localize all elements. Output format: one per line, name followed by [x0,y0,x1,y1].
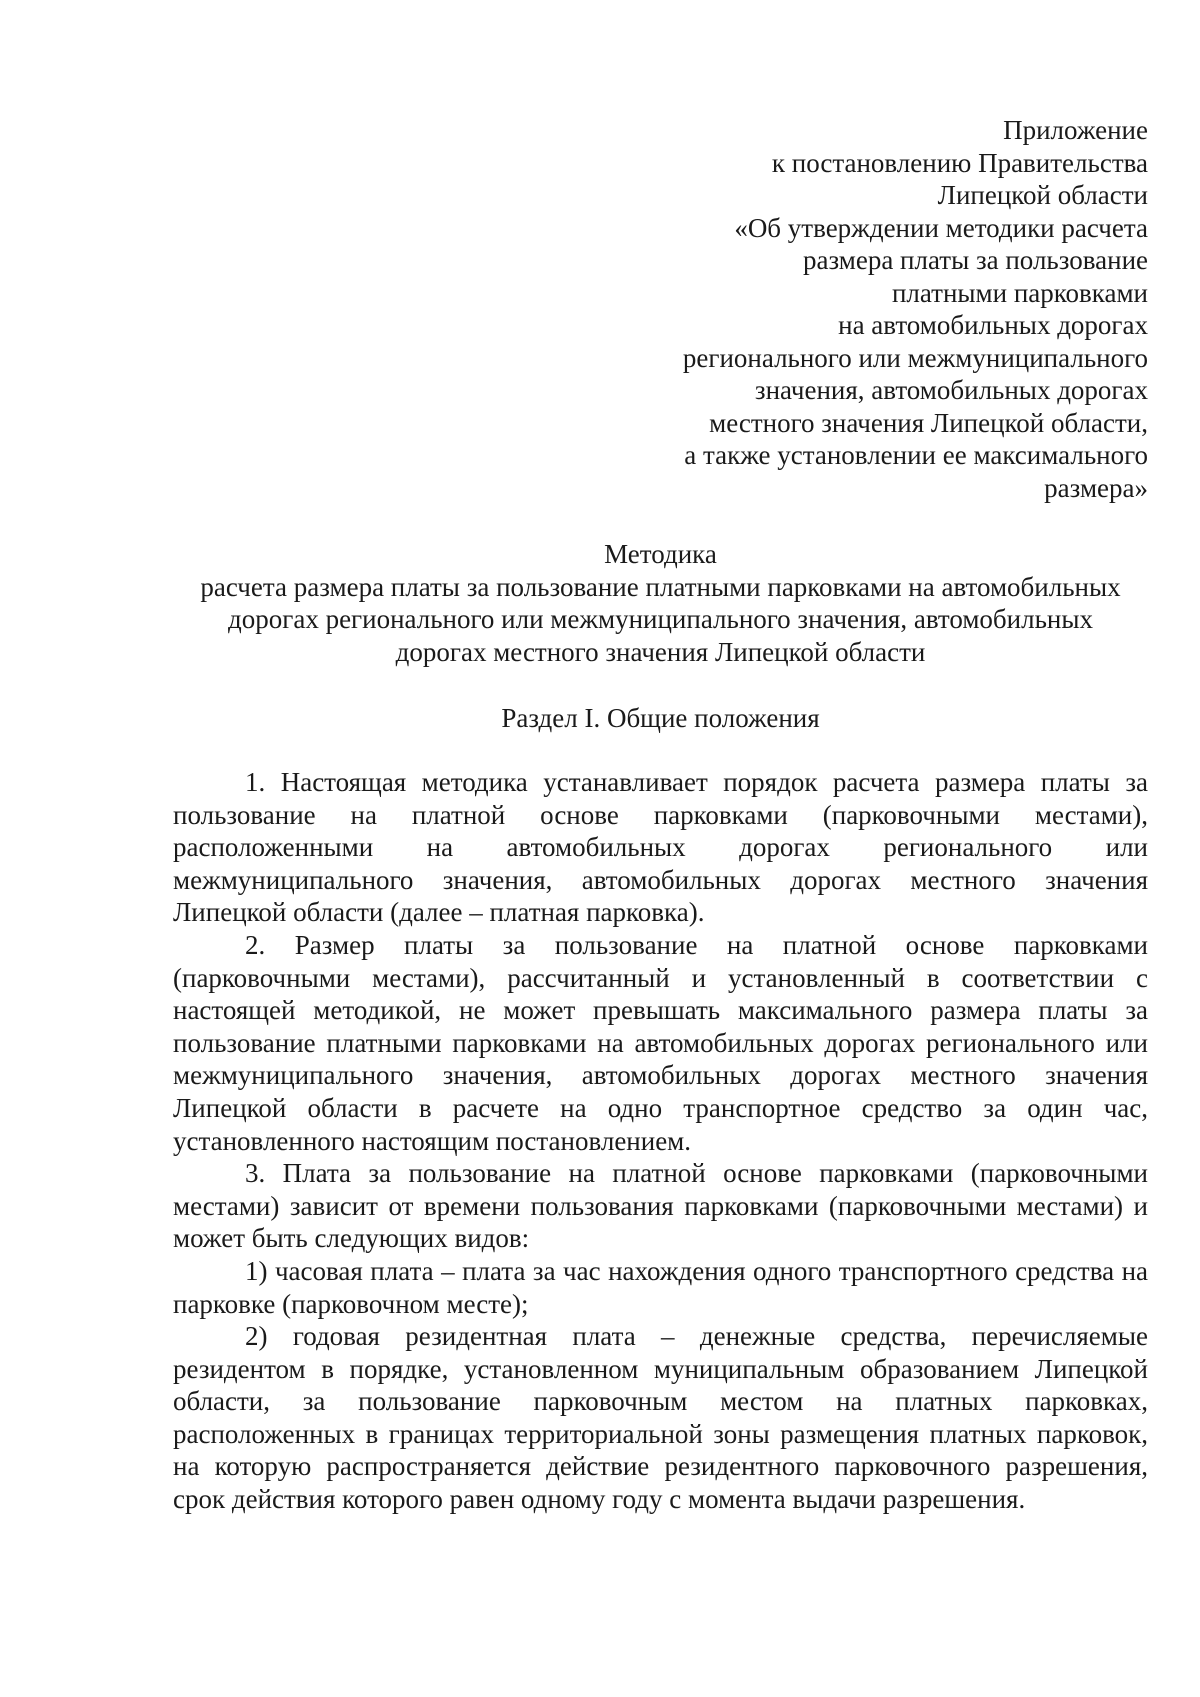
appendix-line: Липецкой области [937,180,1148,210]
appendix-line: «Об утверждении методики расчета [734,212,1148,243]
paragraph: 2. Размер платы за пользование на платной основе парковками (парковочными местами), рассчитанный и установленный в соответствии с настоящей методикой, не может превышать максимального размера платы за пользование платными парковками на автомобильных дорогах регионального или межмуниципального значения, автомобильных дорогах местного значения Липецкой области в расчете на одно транспортное средство за один час, установленного настоящим постановлением. [173,929,1148,1156]
paragraph: 2) годовая резидентная плата – денежные средства, перечисляемые резидентом в порядке, установленном муниципальным образованием Липецкой области, за пользование парковочным местом на платных парковках, расположенных в границах территориальной зоны размещения платных парковок, на которую распространяется действие резидентного парковочного разрешения, срок действия которого равен одному году с момента выдачи разрешения. [173,1321,1148,1515]
paragraph: 1) часовая плата – плата за час нахождения одного транспортного средства на парковке (парковочном месте); [173,1255,1148,1319]
appendix-line: значения, автомобильных дорогах [754,375,1148,405]
appendix-header [588,114,1148,504]
appendix-line: Приложение [1003,115,1148,145]
section-body [173,766,1148,1516]
title-subtitle-line: расчета размера платы за пользование платными парковками на автомобильных [200,571,1121,602]
title-subtitle-line: дорогах местного значения Липецкой области [395,636,926,667]
appendix-line: а также установлении ее максимального [684,440,1148,470]
appendix-line: на автомобильных дорогах [838,310,1148,340]
section-heading: Раздел I. Общие положения [501,703,820,733]
paragraph: 3. Плата за пользование на платной основе парковками (парковочными местами) зависит от времени пользования парковками (парковочными местами) и может быть следующих видов: [173,1158,1148,1254]
title-subtitle-line: дорогах регионального или межмуниципального значения, автомобильных [228,604,1093,634]
appendix-line: платными парковками [891,277,1148,308]
appendix-line: размера платы за пользование [802,245,1148,275]
appendix-line: регионального или межмуниципального [682,342,1148,373]
appendix-line: к постановлению Правительства [771,147,1148,178]
paragraph: 1. Настоящая методика устанавливает порядок расчета размера платы за пользование на платной основе парковками (парковочными местами), расположенными на автомобильных дорогах регионального или межмуниципального значения, автомобильных дорогах местного значения Липецкой области (далее – платная парковка). [173,767,1148,928]
title-heading: Методика [604,539,717,569]
appendix-line: размера» [1044,472,1148,503]
document-title [173,538,1148,668]
appendix-line: местного значения Липецкой области, [709,407,1148,438]
